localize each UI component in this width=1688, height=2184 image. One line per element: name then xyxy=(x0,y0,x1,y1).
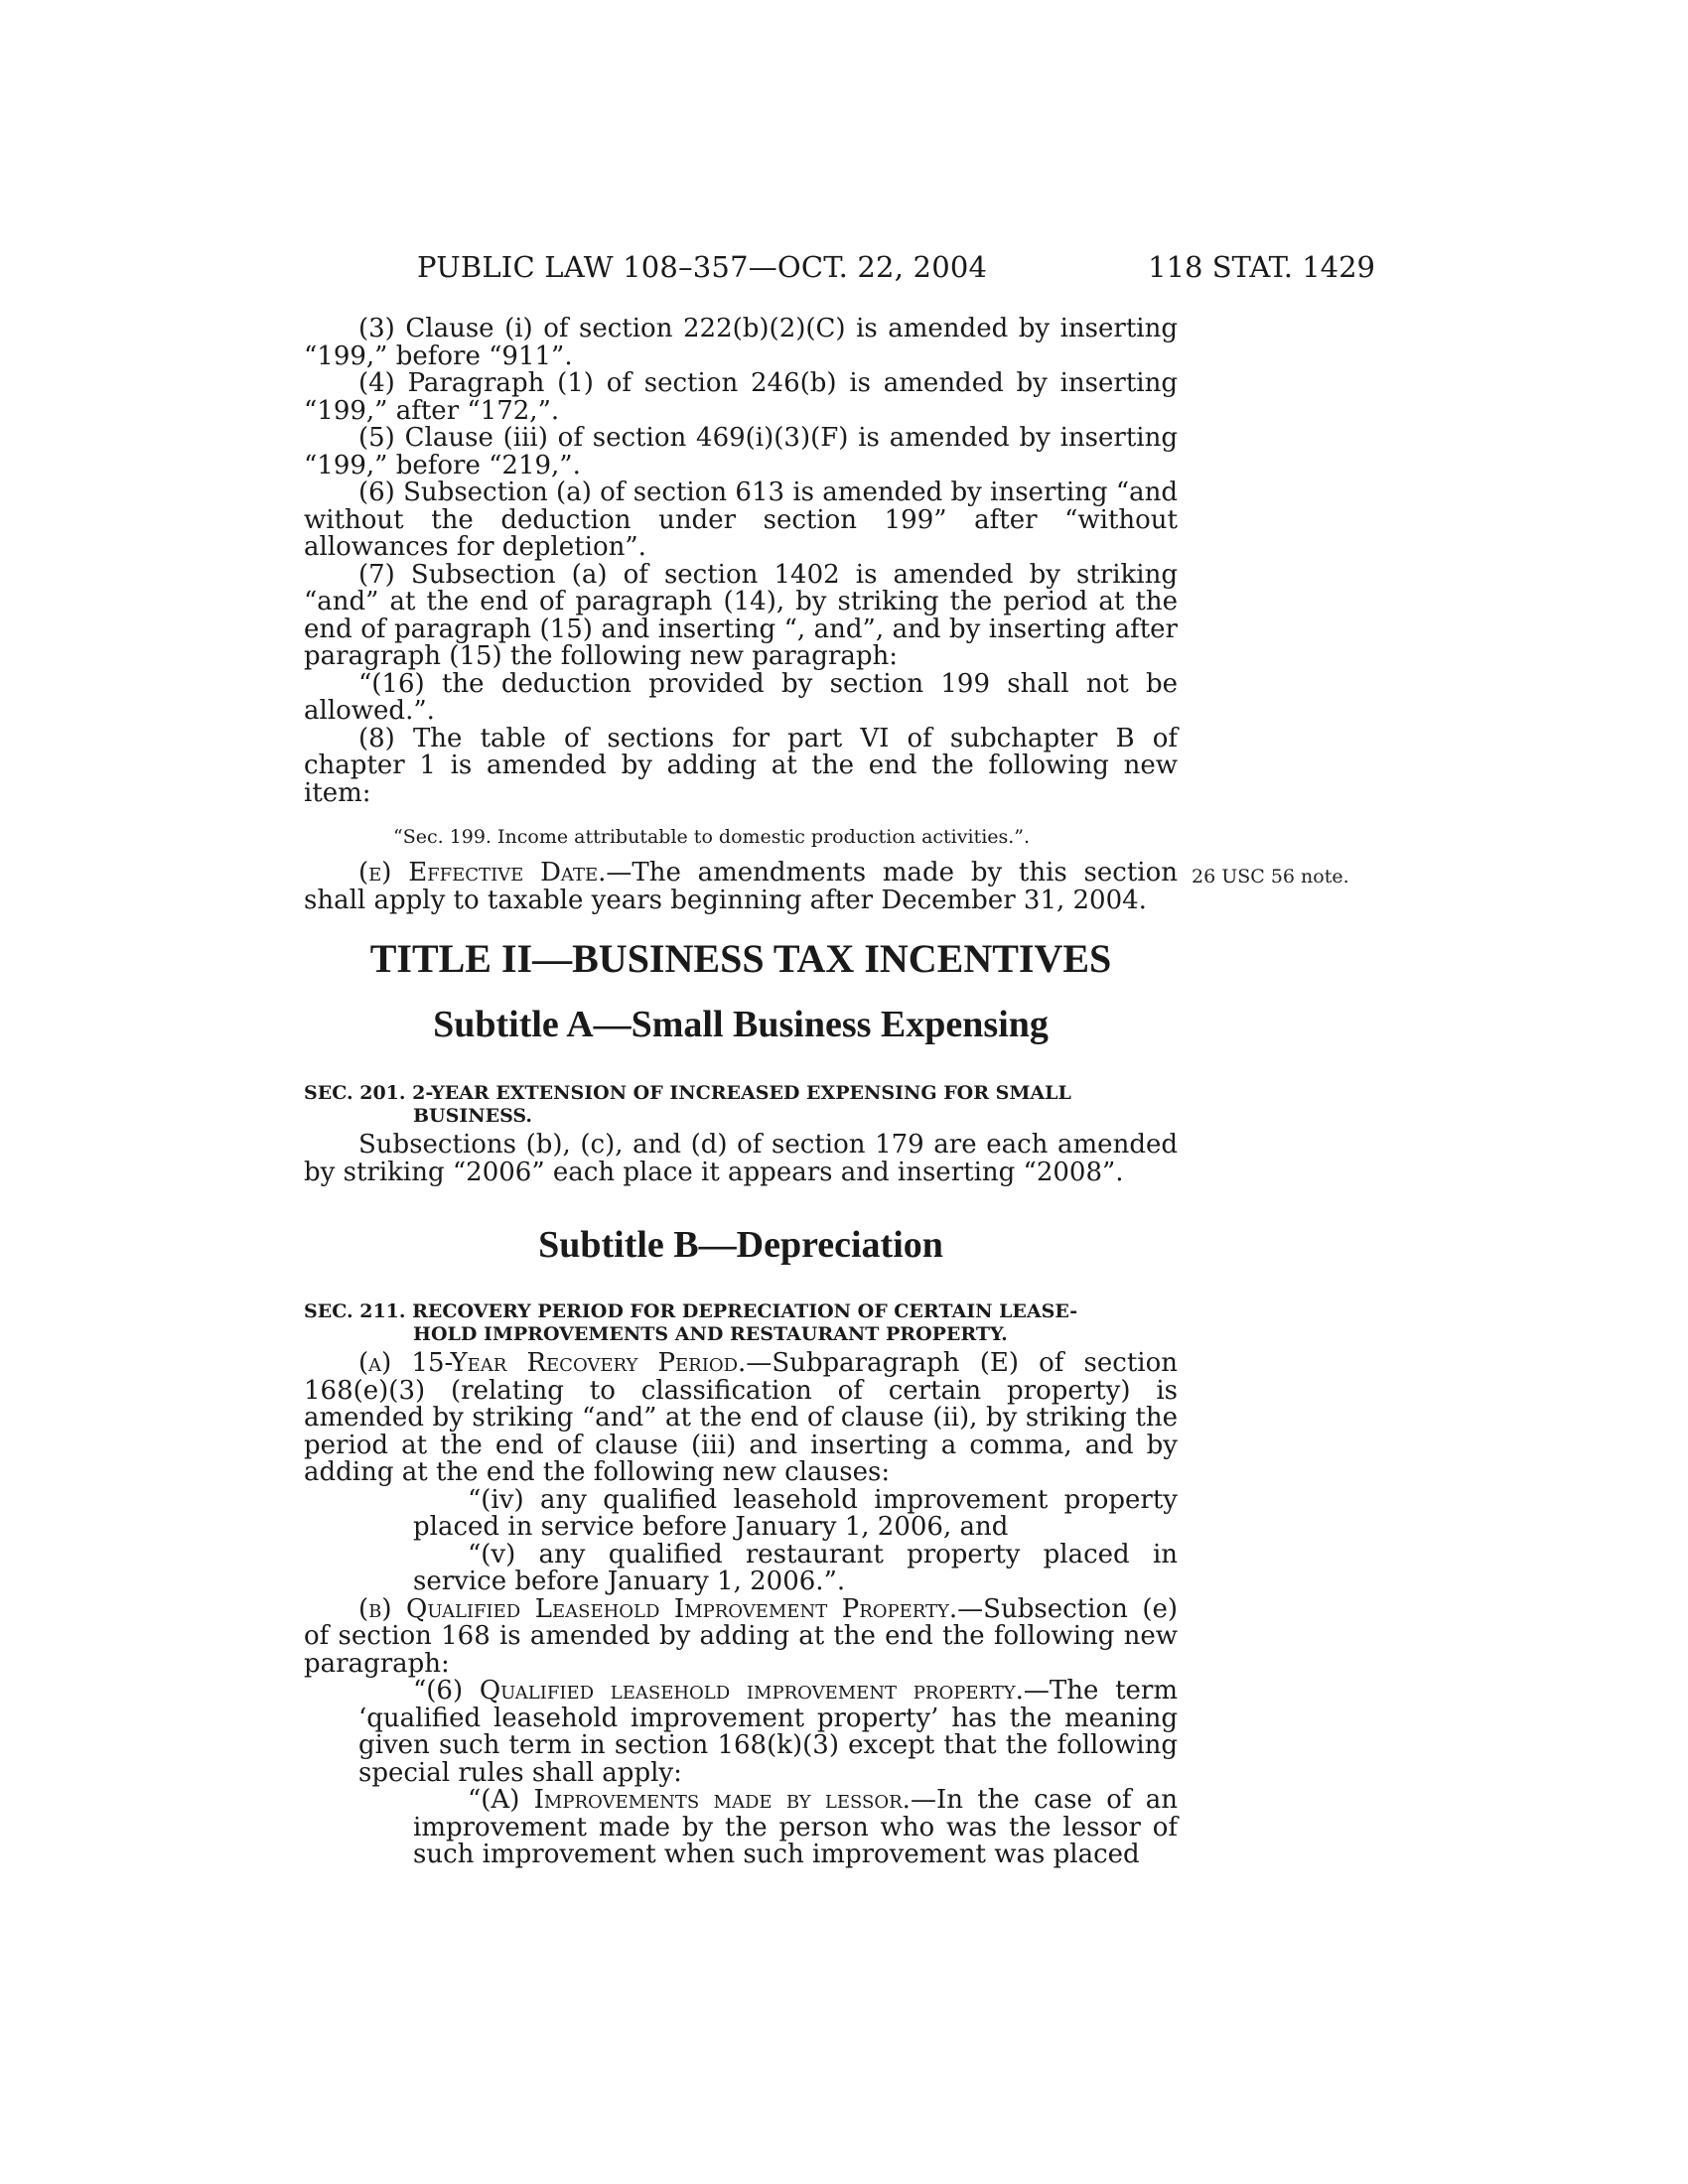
paragraph-3: (3) Clause (i) of section 222(b)(2)(C) is amended by inserting “199,” before “911”. xyxy=(304,314,1178,371)
section-201 xyxy=(304,1082,1178,1186)
subsection-b: (b) Qualified Leasehold Improvement Property.—Subsection (e) of section 168 is amended by adding at the end the following new paragraph: xyxy=(304,1593,1178,1679)
clause-iv: “(iv) any qualified leasehold improvement property placed in service before January 1, 2006, and xyxy=(413,1484,1178,1542)
paragraph-6-qualified: “(6) Qualified leasehold improvement property.—The term ‘qualified leasehold improvement property’ has the meaning given such term in section 168(k)(3) except that the following special rules shall apply: xyxy=(358,1676,1178,1788)
paragraph-4: (4) Paragraph (1) of section 246(b) is amended by inserting “199,” after “172,”. xyxy=(304,368,1178,426)
paragraph-8: (8) The table of sections for part VI of subchapter B of chapter 1 is amended by adding at the end the following new item: xyxy=(304,723,1178,808)
effective-date-text: —The amendments made by this section shall apply to taxable years beginning after December 31, 2004. xyxy=(304,858,1178,915)
stat-page-number: 118 STAT. 1429 xyxy=(1148,250,1375,284)
effective-date-label: (e) Effective Date. xyxy=(358,858,607,887)
subsection-a: (a) 15-Year Recovery Period.—Subparagraph (E) of section 168(e)(3) (relating to classification of certain property) is amended by striking “and” at the end of clause (ii), by striking the period at the end of clause (iii) and inserting a comma, and by adding at the end the following new clauses: xyxy=(304,1348,1178,1487)
section-201-heading: SEC. 201. 2-YEAR EXTENSION OF INCREASED EXPENSING FOR SMALL BUSINESS. xyxy=(304,1082,1071,1127)
subtitle-b-heading: Subtitle B—Depreciation xyxy=(538,1224,943,1266)
table-of-sections-item: “Sec. 199. Income attributable to domestic production activities.”. xyxy=(393,826,1031,848)
paragraph-5: (5) Clause (iii) of section 469(i)(3)(F) is amended by inserting “199,” before “219,”. xyxy=(304,423,1178,480)
margin-note: 26 USC 56 note. xyxy=(1192,866,1349,887)
page-header xyxy=(417,250,1375,290)
amendments-list xyxy=(304,316,1178,807)
subparagraph-a-lessor: “(A) Improvements made by lessor.—In the case of an improvement made by the person who was the lessor of such improvement when such improvement was placed xyxy=(413,1785,1179,1869)
clause-v: “(v) any qualified restaurant property placed in service before January 1, 2006.”. xyxy=(413,1539,1178,1596)
running-title: PUBLIC LAW 108–357—OCT. 22, 2004 xyxy=(417,250,988,284)
effective-date xyxy=(304,860,1178,914)
quoted-paragraph-16: “(16) the deduction provided by section 199 shall not be allowed.”. xyxy=(304,668,1178,726)
section-211-heading: SEC. 211. RECOVERY PERIOD FOR DEPRECIATION OF CERTAIN LEASE- HOLD IMPROVEMENTS AND RESTAURANT PROPERTY. xyxy=(304,1300,1078,1345)
paragraph-6: (6) Subsection (a) of section 613 is amended by inserting “and without the deduction under section 199” after “without allowances for depletion”. xyxy=(304,478,1178,562)
title-heading: TITLE II—BUSINESS TAX INCENTIVES xyxy=(369,936,1112,981)
subtitle-a-heading: Subtitle A—Small Business Expensing xyxy=(433,1004,1049,1045)
section-211 xyxy=(304,1300,1178,1869)
section-201-body: Subsections (b), (c), and (d) of section 179 are each amended by striking “2006” each place it appears and inserting “2008”. xyxy=(304,1130,1178,1187)
paragraph-7: (7) Subsection (a) of section 1402 is amended by striking “and” at the end of paragraph (14), by striking the period at the end of paragraph (15) and inserting “, and”, and by inserting after paragraph (15) the following new paragraph: xyxy=(304,559,1178,671)
